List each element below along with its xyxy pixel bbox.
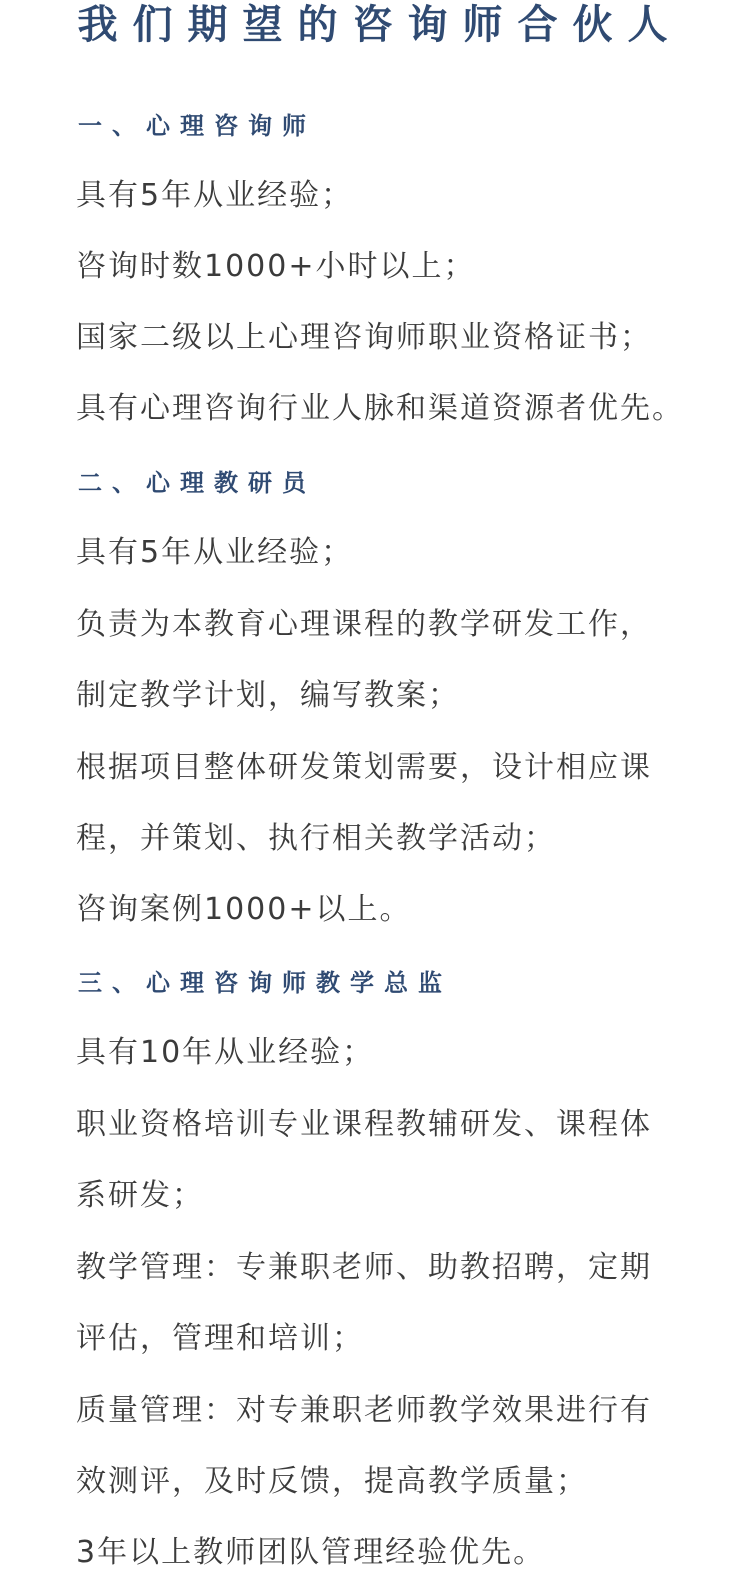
requirement-line: 质量管理：对专兼职老师教学效果进行有	[76, 1393, 652, 1428]
requirement-line: 咨询案例1000+以上。	[76, 892, 412, 927]
requirement-line: 职业资格培训专业课程教辅研发、课程体	[76, 1107, 652, 1142]
section-heading: 二、心理教研员	[78, 468, 316, 497]
requirement-line: 系研发；	[76, 1178, 204, 1213]
requirement-line: 制定教学计划，编写教案；	[76, 678, 460, 713]
requirement-line: 评估，管理和培训；	[76, 1321, 364, 1356]
requirement-line: 根据项目整体研发策划需要，设计相应课	[76, 750, 652, 785]
requirement-line: 程，并策划、执行相关教学活动；	[76, 821, 556, 856]
requirement-line: 效测评，及时反馈，提高教学质量；	[76, 1464, 588, 1499]
requirement-line: 具有5年从业经验；	[76, 178, 354, 213]
requirement-line: 咨询时数1000+小时以上；	[76, 249, 476, 284]
requirement-line: 具有心理咨询行业人脉和渠道资源者优先。	[76, 391, 684, 426]
requirement-line: 国家二级以上心理咨询师职业资格证书；	[76, 320, 652, 355]
requirement-line: 负责为本教育心理课程的教学研发工作，	[76, 607, 652, 642]
section-heading: 三、心理咨询师教学总监	[78, 968, 452, 997]
section-heading: 一、心理咨询师	[78, 111, 316, 140]
requirement-line: 具有5年从业经验；	[76, 535, 354, 570]
requirement-line: 3年以上教师团队管理经验优先。	[76, 1535, 546, 1570]
requirement-line: 具有10年从业经验；	[76, 1035, 375, 1070]
requirement-line: 教学管理：专兼职老师、助教招聘，定期	[76, 1250, 652, 1285]
page-title: 我们期望的咨询师合伙人	[77, 1, 683, 48]
